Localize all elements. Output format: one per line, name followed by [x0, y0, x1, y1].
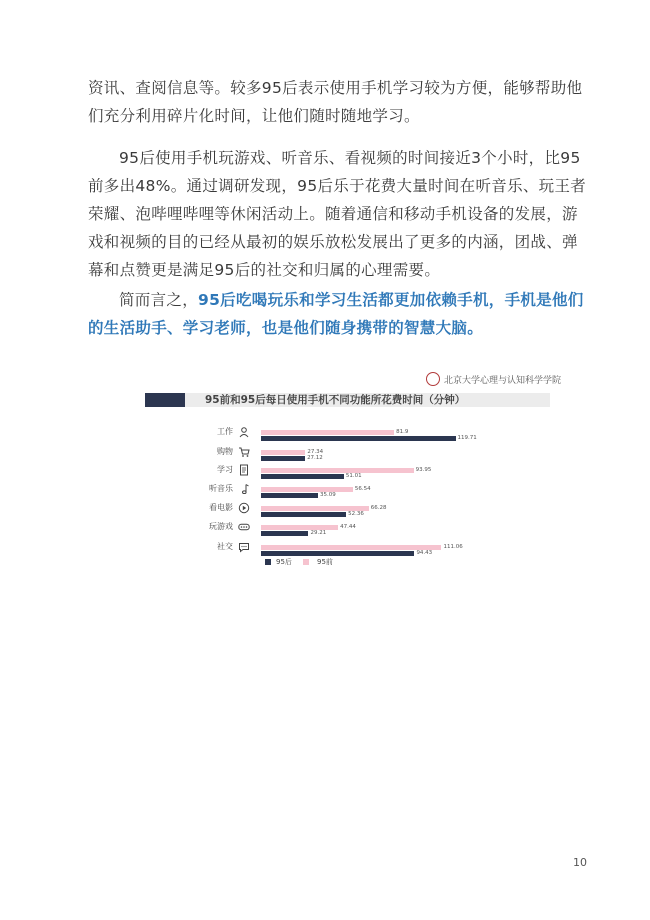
- bar-95h: [261, 531, 308, 536]
- cart-icon: [238, 446, 250, 458]
- bar-95q: [261, 487, 353, 492]
- summary-highlight: 95后吃喝玩乐和学习生活都更加依赖手机，手机是他们的生活助手、学习老师，也是他们随身携带的智慧大脑。: [88, 291, 584, 337]
- chart-title: 95前和95后每日使用手机不同功能所花费时间（分钟）: [205, 394, 466, 406]
- paragraph-games-music-video: 95后使用手机玩游戏、听音乐、看视频的时间接近3个小时，比95前多出48%。通过调研发现，95后乐于花费大量时间在听音乐、玩王者荣耀、泡哔哩哔哩等休闲活动上。随着通信和移动手机设备的发展，游戏和视频的目的已经从最初的娱乐放松发展出了更多的内涵，团战、弹幕和点赞更是满足95后的社交和归属的心理需要。: [88, 149, 587, 279]
- chart-title-accent: [145, 393, 185, 407]
- bar-95q: [261, 450, 305, 455]
- category-label: 玩游戏: [209, 522, 233, 531]
- chart-source-logo: 北京大学心理与认知科学学院: [444, 376, 562, 386]
- value-label-95h: 29.21: [310, 530, 327, 536]
- paragraph-summary: [88, 286, 593, 342]
- category-label: 工作: [217, 427, 233, 436]
- value-label-95q: 111.06: [443, 544, 463, 550]
- bar-95q: [261, 525, 338, 530]
- paragraph-intro: 资讯、查阅信息等。较多95后表示使用手机学习较为方便，能够帮助他们充分利用碎片化时间，让他们随时随地学习。: [88, 79, 583, 125]
- legend-swatch-95h: [265, 559, 271, 565]
- legend-swatch-95q: [303, 559, 309, 565]
- phone-usage-bar-chart: [145, 368, 565, 583]
- bar-95q: [261, 468, 414, 473]
- category-label: 学习: [217, 465, 233, 474]
- bar-95q: [261, 545, 441, 550]
- value-label-95h: 35.09: [320, 492, 336, 498]
- value-label-95h: 119.71: [457, 435, 477, 441]
- chat-icon: [238, 541, 250, 553]
- person-icon: [238, 426, 250, 438]
- gamepad-icon: [238, 521, 250, 533]
- bar-95h: [261, 456, 305, 461]
- bar-95h: [261, 474, 344, 479]
- category-label: 听音乐: [209, 484, 233, 493]
- category-label: 购物: [217, 447, 233, 456]
- play-icon: [238, 502, 250, 514]
- bar-95h: [261, 551, 414, 556]
- music-note-icon: [238, 483, 250, 495]
- legend-label-95h: 95后: [276, 558, 292, 566]
- value-label-95h: 94.43: [416, 550, 433, 556]
- value-label-95h: 51.01: [345, 473, 362, 479]
- bar-95h: [261, 493, 318, 498]
- value-label-95h: 27.12: [307, 455, 323, 461]
- document-icon: [238, 464, 250, 476]
- value-label-95h: 52.36: [348, 511, 364, 517]
- bar-95q: [261, 430, 394, 435]
- value-label-95q: 56.54: [354, 486, 371, 492]
- value-label-95q: 27.34: [307, 449, 324, 455]
- value-label-95q: 93.95: [415, 467, 432, 473]
- bar-95h: [261, 512, 346, 517]
- category-label: 社交: [217, 542, 233, 551]
- value-label-95q: 66.28: [370, 505, 387, 511]
- university-seal-icon: [426, 372, 440, 386]
- value-label-95q: 81.9: [396, 429, 409, 435]
- page-number: 10: [573, 856, 587, 869]
- value-label-95q: 47.44: [340, 524, 356, 530]
- legend-label-95q: 95前: [317, 558, 333, 566]
- summary-lead: 简而言之，: [119, 291, 199, 309]
- category-label: 看电影: [209, 503, 233, 512]
- bar-95h: [261, 436, 456, 441]
